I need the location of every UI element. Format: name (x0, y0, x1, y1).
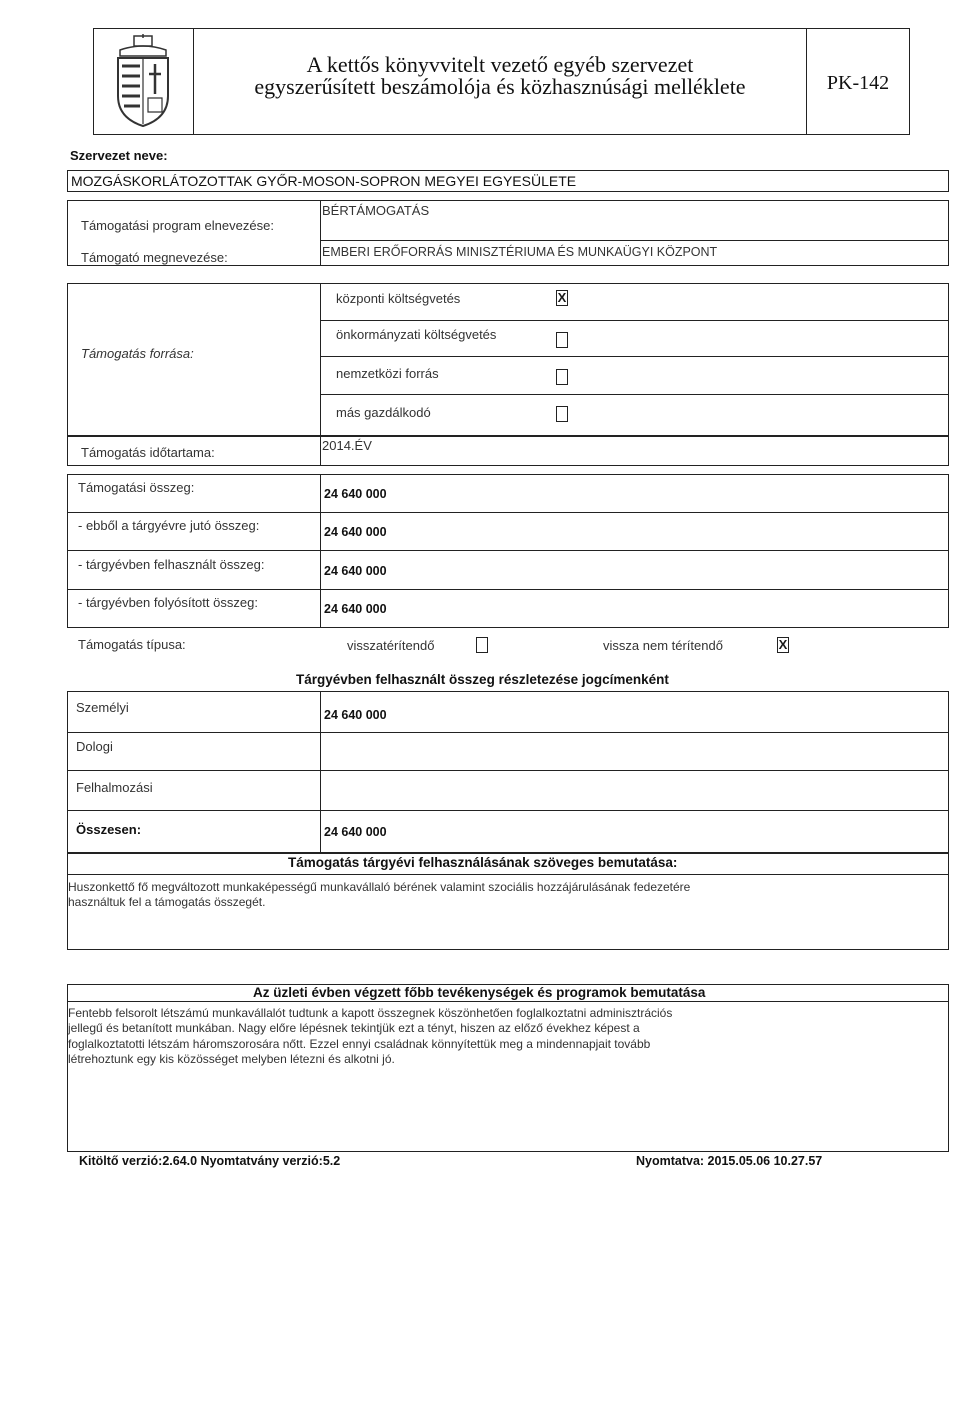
source-option-international-label: nemzetközi forrás (336, 366, 439, 381)
source-line-3 (320, 394, 949, 395)
source-box (67, 283, 949, 436)
supporter-value: EMBERI ERŐFORRÁS MINISZTÉRIUMA ÉS MUNKAÜGYI KÖZPONT (322, 245, 718, 259)
amounts-line-3 (67, 589, 949, 590)
program-divider (320, 200, 321, 266)
source-line-1 (320, 320, 949, 321)
refundable-checkbox[interactable] (476, 637, 488, 653)
activities-line4: létrehoztunk egy kis közösséget melyben létezni és alkotni jó. (68, 1052, 395, 1066)
source-option-central-checkbox[interactable]: X (557, 290, 567, 305)
source-option-other-label: más gazdálkodó (336, 405, 431, 420)
non-refundable-checkbox[interactable]: X (778, 637, 788, 652)
program-name-value: BÉRTÁMOGATÁS (322, 203, 430, 218)
support-type-label: Támogatás típusa: (78, 637, 186, 652)
breakdown-line-2 (67, 770, 949, 771)
form-title-line1: A kettős könyvvitelt vezető egyéb szervezet (306, 52, 694, 77)
paid-amount-value: 24 640 000 (324, 602, 387, 616)
personal-value: 24 640 000 (324, 708, 387, 722)
breakdown-line-1 (67, 732, 949, 733)
activities-line2: jellegű és betanított munkában. Nagy előre lépésnek tekintjük ezt a tényt, hiszen az előző évekhez képest a (68, 1021, 640, 1035)
source-option-other-checkbox[interactable] (556, 406, 568, 422)
activities-line3: foglalkoztatotti létszám háromszorosára nőtt. Ezzel ennyi családnak könnyítettük meg a mindennapjait tovább (68, 1037, 651, 1051)
support-total-label: Támogatási összeg: (78, 480, 195, 495)
org-name-label: Szervezet neve: (70, 148, 168, 163)
refundable-label: visszatérítendő (347, 638, 435, 653)
activities-title: Az üzleti évben végzett főbb tevékenységek és programok bemutatása (253, 985, 706, 1000)
breakdown-total-value: 24 640 000 (324, 825, 387, 839)
source-divider (320, 283, 321, 436)
form-title-line2: egyszerűsített beszámolója és közhasznúsági melléklete (254, 74, 746, 99)
duration-divider (320, 436, 321, 466)
usage-text-line1: Huszonkettő fő megváltozott munkaképességű munkavállaló bérének valamint szociális hozzájárulásának fedezetére (68, 880, 691, 894)
footer-version: Kitöltő verzió:2.64.0 Nyomtatvány verzió:5.2 (79, 1154, 341, 1168)
source-option-local-checkbox[interactable] (556, 332, 568, 348)
org-name-value: MOZGÁSKORLÁTOZOTTAK GYŐR-MOSON-SOPRON MEGYEI EGYESÜLETE (71, 173, 577, 189)
used-amount-label: - tárgyévben felhasznált összeg: (78, 557, 265, 572)
year-share-label: - ebből a tárgyévre jutó összeg: (78, 518, 260, 533)
amounts-line-2 (67, 550, 949, 551)
coat-of-arms-icon (112, 34, 174, 128)
source-label: Támogatás forrása: (81, 346, 194, 361)
activities-line1: Fentebb felsorolt létszámú munkavállalót tudtunk a kapott összegnek köszönhetően foglalkoztatni adminisztrációs (68, 1006, 673, 1020)
amounts-divider (320, 474, 321, 628)
activities-title-line (67, 1001, 949, 1002)
program-name-label: Támogatási program elnevezése: (81, 218, 274, 233)
program-row-line (320, 240, 949, 241)
used-amount-value: 24 640 000 (324, 564, 387, 578)
source-option-international-checkbox[interactable] (556, 369, 568, 385)
material-label: Dologi (76, 739, 113, 754)
breakdown-total-label: Összesen: (76, 822, 142, 837)
breakdown-title: Tárgyévben felhasznált összeg részletezése jogcímenként (296, 672, 669, 687)
year-share-value: 24 640 000 (324, 525, 387, 539)
paid-amount-label: - tárgyévben folyósított összeg: (78, 595, 258, 610)
footer-printed: Nyomtatva: 2015.05.06 10.27.57 (636, 1154, 823, 1168)
breakdown-box (67, 691, 949, 853)
duration-value: 2014.ÉV (322, 438, 372, 453)
usage-text-title: Támogatás tárgyévi felhasználásának szöveges bemutatása: (288, 855, 678, 870)
support-total-value: 24 640 000 (324, 487, 387, 501)
usage-text-title-line (67, 874, 949, 875)
breakdown-line-3 (67, 810, 949, 811)
amounts-line-1 (67, 512, 949, 513)
usage-text-line2: használtuk fel a támogatás összegét. (68, 895, 266, 909)
non-refundable-label: vissza nem térítendő (603, 638, 723, 653)
source-option-central-label: központi költségvetés (336, 291, 461, 306)
supporter-label: Támogató megnevezése: (81, 250, 228, 265)
accumulation-label: Felhalmozási (76, 780, 153, 795)
breakdown-divider (320, 691, 321, 853)
duration-label: Támogatás időtartama: (81, 445, 215, 460)
source-line-2 (320, 356, 949, 357)
form-code: PK-142 (826, 72, 890, 94)
personal-label: Személyi (76, 700, 129, 715)
source-option-local-label: önkormányzati költségvetés (336, 327, 497, 342)
